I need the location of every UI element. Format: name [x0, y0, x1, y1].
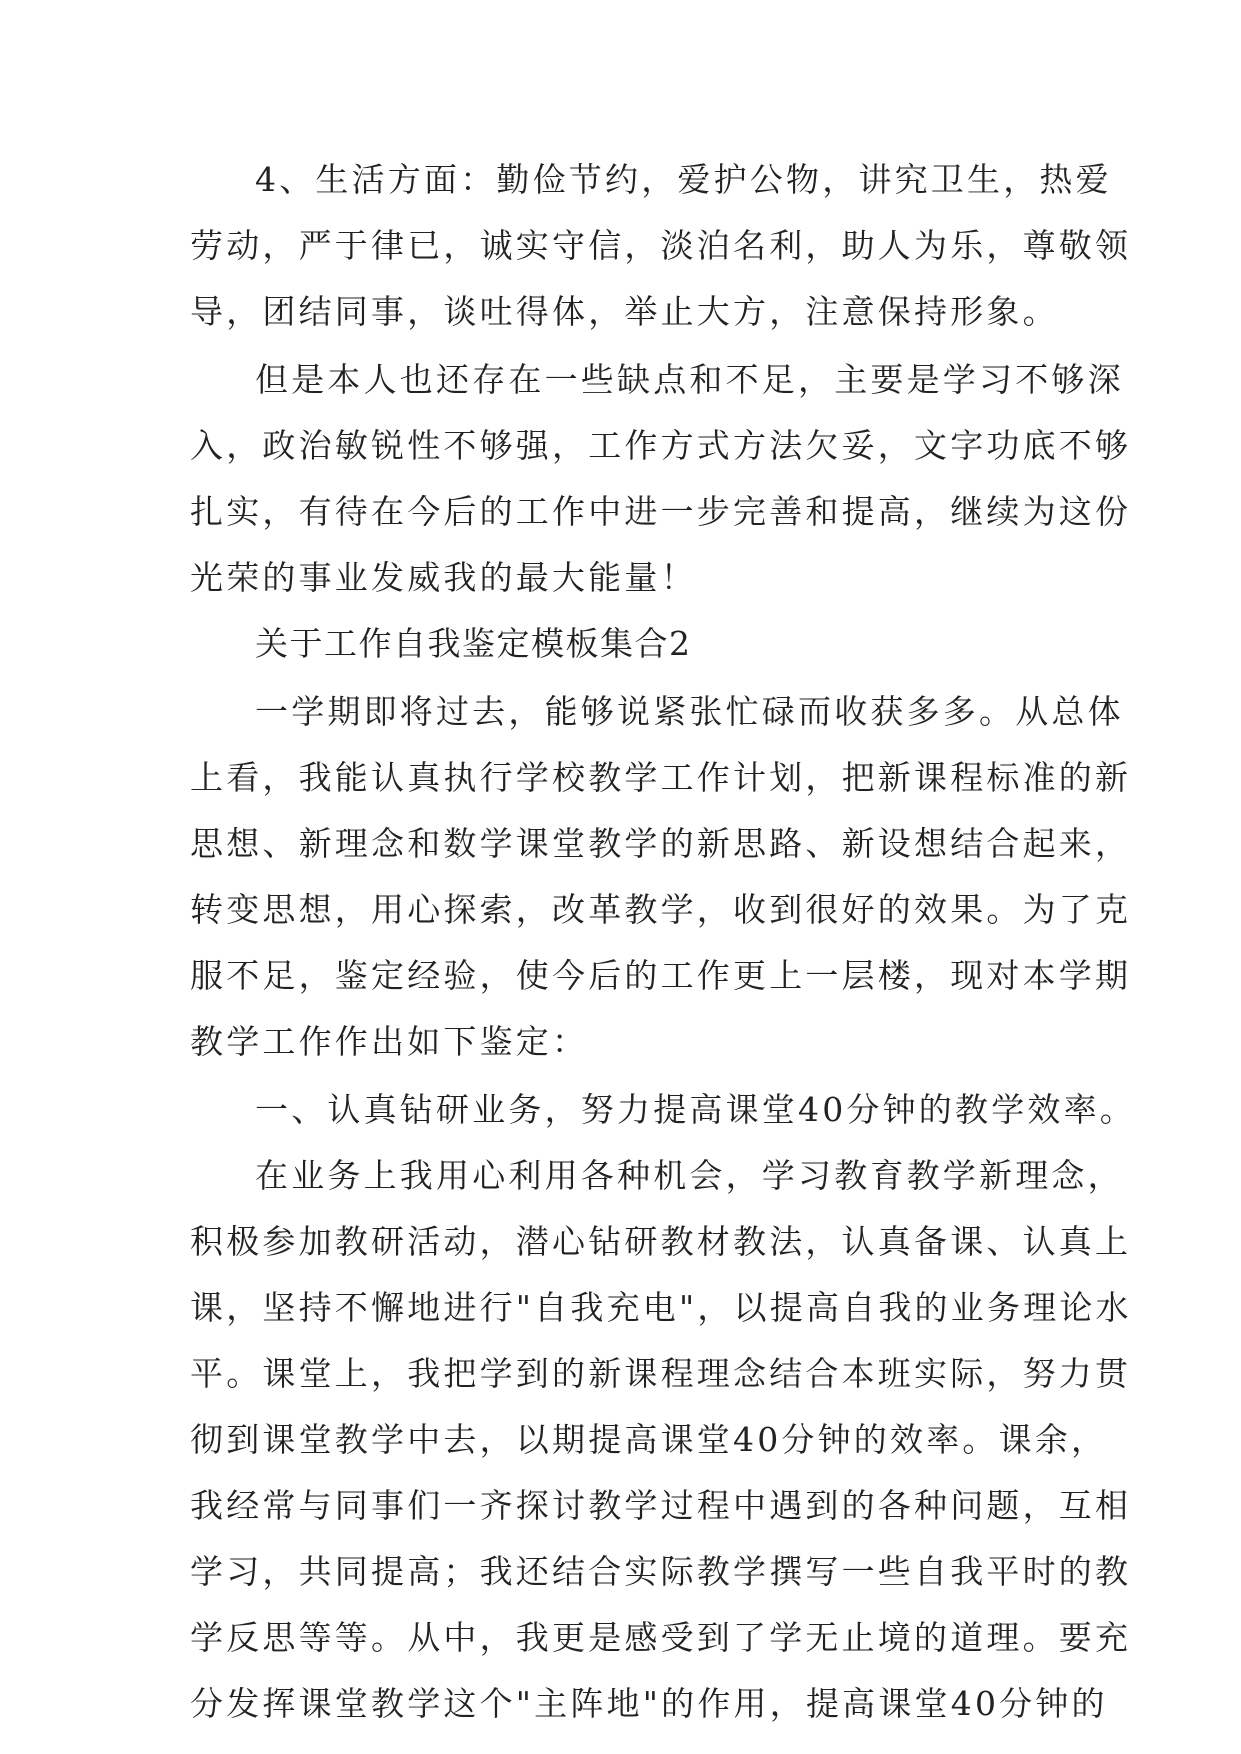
paragraph-line: 一学期即将过去，能够说紧张忙碌而收获多多。从总体 — [255, 692, 1124, 731]
paragraph-line: 分发挥课堂教学这个"主阵地"的作用，提高课堂40分钟的 — [190, 1684, 1108, 1723]
paragraph-line: 光荣的事业发威我的最大能量！ — [190, 558, 697, 597]
section-heading: 关于工作自我鉴定模板集合2 — [255, 624, 692, 663]
paragraph-line: 思想、新理念和数学课堂教学的新思路、新设想结合起来， — [190, 824, 1132, 863]
paragraph-line: 4、生活方面：勤俭节约，爱护公物，讲究卫生，热爱 — [255, 160, 1112, 199]
paragraph-line: 劳动，严于律已，诚实守信，淡泊名利，助人为乐，尊敬领 — [190, 226, 1132, 265]
paragraph-line: 扎实，有待在今后的工作中进一步完善和提高，继续为这份 — [190, 492, 1132, 531]
paragraph-line: 我经常与同事们一齐探讨教学过程中遇到的各种问题，互相 — [190, 1486, 1132, 1525]
paragraph-line: 积极参加教研活动，潜心钻研教材教法，认真备课、认真上 — [190, 1222, 1132, 1261]
paragraph-line: 入，政治敏锐性不够强，工作方式方法欠妥，文字功底不够 — [190, 426, 1132, 465]
paragraph-line: 平。课堂上，我把学到的新课程理念结合本班实际，努力贯 — [190, 1354, 1132, 1393]
paragraph-line: 学反思等等。从中，我更是感受到了学无止境的道理。要充 — [190, 1618, 1132, 1657]
paragraph-line: 服不足，鉴定经验，使今后的工作更上一层楼，现对本学期 — [190, 956, 1132, 995]
paragraph-line: 但是本人也还存在一些缺点和不足，主要是学习不够深 — [255, 360, 1124, 399]
paragraph-line: 课，坚持不懈地进行"自我充电"，以提高自我的业务理论水 — [190, 1288, 1132, 1327]
paragraph-line: 一、认真钻研业务，努力提高课堂40分钟的教学效率。 — [255, 1090, 1136, 1129]
paragraph-line: 导，团结同事，谈吐得体，举止大方，注意保持形象。 — [190, 292, 1059, 331]
paragraph-line: 学习，共同提高；我还结合实际教学撰写一些自我平时的教 — [190, 1552, 1132, 1591]
paragraph-line: 转变思想，用心探索，改革教学，收到很好的效果。为了克 — [190, 890, 1132, 929]
paragraph-line: 上看，我能认真执行学校教学工作计划，把新课程标准的新 — [190, 758, 1132, 797]
paragraph-line: 教学工作作出如下鉴定： — [190, 1022, 589, 1061]
paragraph-line: 在业务上我用心利用各种机会，学习教育教学新理念， — [255, 1156, 1124, 1195]
paragraph-line: 彻到课堂教学中去，以期提高课堂40分钟的效率。课余， — [190, 1420, 1108, 1459]
